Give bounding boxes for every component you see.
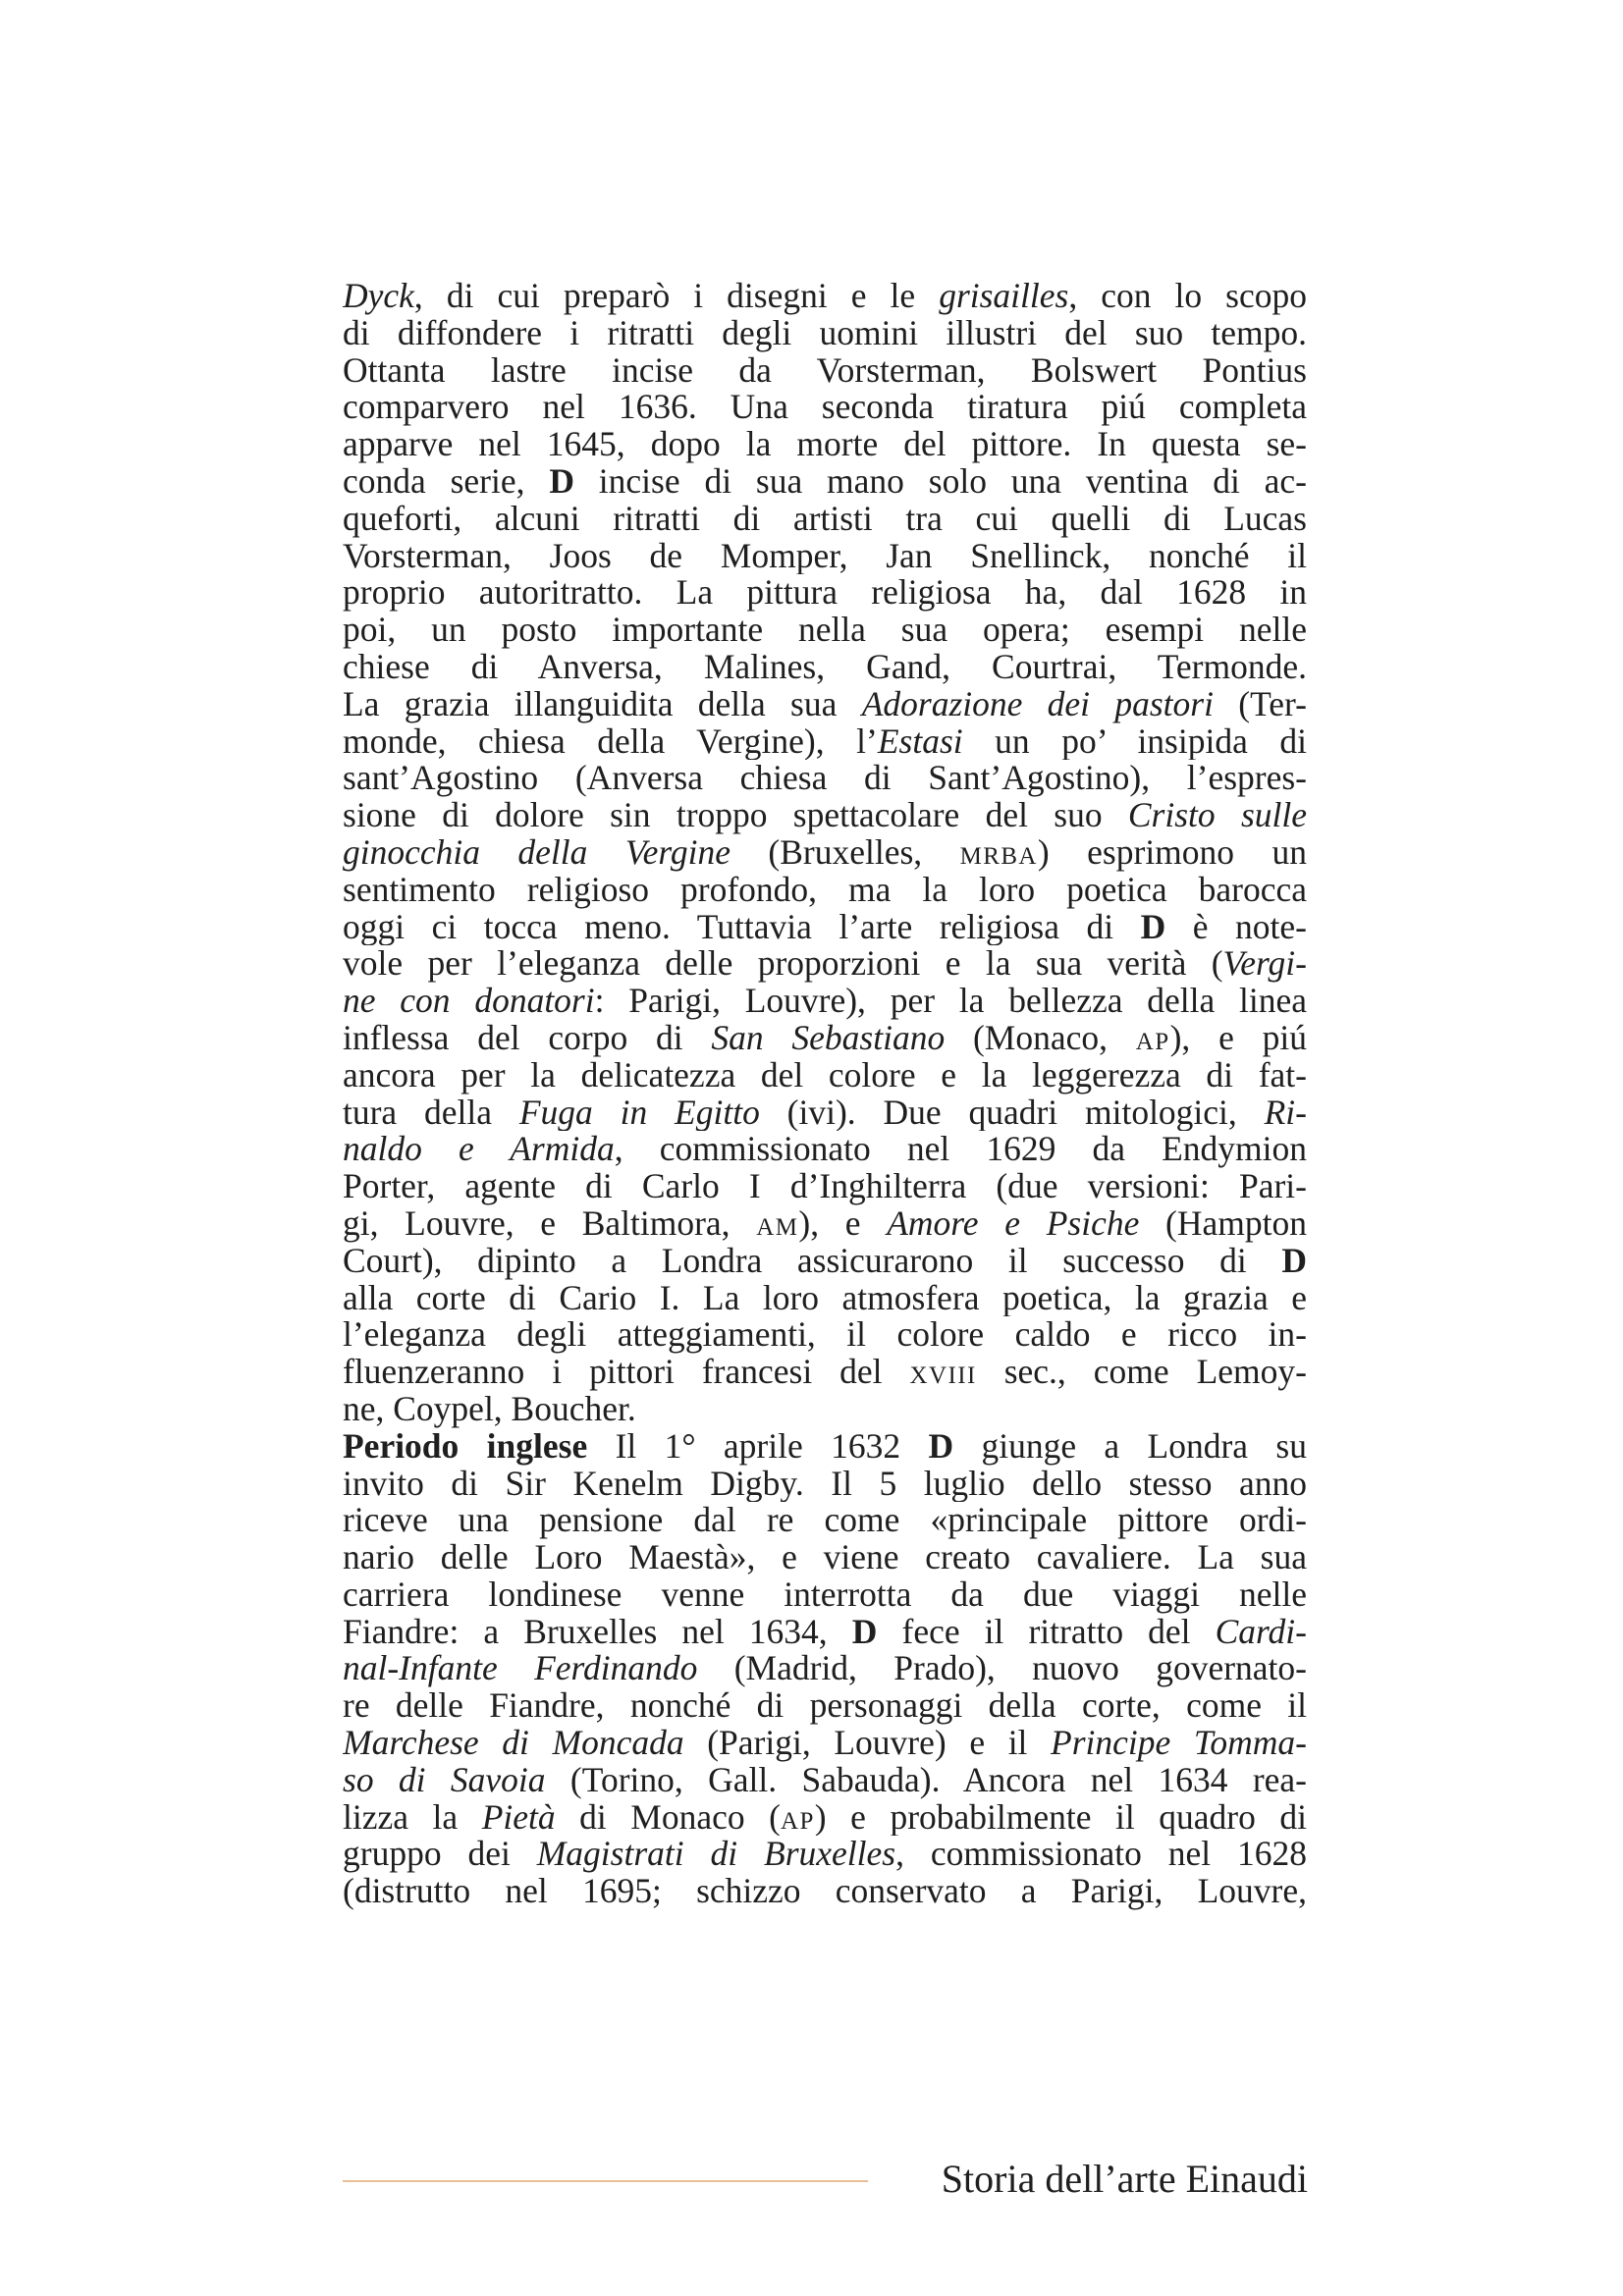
artwork-title: ginocchia della Vergine	[343, 833, 730, 872]
text-line: ancora per la delicatezza del colore e la leggerezza di fat-	[343, 1056, 1307, 1095]
artwork-title: Amore e Psiche	[887, 1204, 1140, 1243]
museum-abbrev: mrba	[959, 833, 1038, 872]
artwork-title: nal-Infante Ferdinando	[343, 1650, 698, 1688]
text-line: sant’Agostino (Anversa chiesa di Sant’Agostino), l’espres-	[343, 760, 1307, 798]
artwork-title: Pietà	[481, 1798, 556, 1837]
text-line: lizza la Pietà di Monaco (ap) e probabilmente il quadro di	[343, 1798, 1307, 1837]
text-line: sentimento religioso profondo, ma la loro poetica barocca	[343, 871, 1307, 909]
text-line: so di Savoia (Torino, Gall. Sabauda). Ancora nel 1634 rea-	[343, 1761, 1307, 1799]
text-line: monde, chiesa della Vergine), l’Estasi un po’ insipida di	[343, 722, 1307, 761]
article-body	[343, 278, 1307, 1910]
artwork-title: Fuga in Egitto	[518, 1094, 760, 1132]
section-heading: Periodo inglese	[343, 1427, 588, 1466]
museum-abbrev: ap	[1135, 1019, 1170, 1057]
text-line: naldo e Armida, commissionato nel 1629 da Endymion	[343, 1131, 1307, 1169]
text-line: (distrutto nel 1695; schizzo conservato a Parigi, Louvre,	[343, 1873, 1307, 1911]
text-line: sione di dolore sin troppo spettacolare del suo Cristo sulle	[343, 797, 1307, 834]
footer-rule	[343, 2180, 868, 2182]
text-line: alla corte di Cario I. La loro atmosfera poetica, la grazia e	[343, 1279, 1307, 1317]
artwork-title: San Sebastiano	[711, 1019, 946, 1057]
text-line: inflessa del corpo di San Sebastiano (Monaco, ap), e piú	[343, 1019, 1307, 1057]
text-line: ne con donatori: Parigi, Louvre), per la bellezza della linea	[343, 983, 1307, 1020]
text-line: Fiandre: a Bruxelles nel 1634, D fece il ritratto del Cardi-	[343, 1613, 1307, 1651]
footer-publication-title: Storia dell’arte Einaudi	[941, 2157, 1308, 2201]
text-line: invito di Sir Kenelm Digby. Il 5 luglio dello stesso anno	[343, 1465, 1307, 1503]
museum-abbrev: am	[756, 1204, 799, 1243]
text-span: , di cui preparò i disegni e le	[413, 278, 940, 315]
text-line	[343, 278, 1307, 315]
text-line: re delle Fiandre, nonché di personaggi della corte, come il	[343, 1687, 1307, 1726]
artwork-title: Vergi-	[1222, 945, 1307, 984]
text-line: di diffondere i ritratti degli uomini illustri del suo tempo.	[343, 314, 1307, 352]
museum-abbrev: ap	[780, 1798, 815, 1837]
text-line: Periodo inglese Il 1° aprile 1632 D giunge a Londra su	[343, 1427, 1307, 1466]
text-line: tura della Fuga in Egitto (ivi). Due quadri mitologici, Ri-	[343, 1094, 1307, 1132]
text-line: Porter, agente di Carlo I d’Inghilterra (due versioni: Pari-	[343, 1168, 1307, 1205]
artist-name-fragment: Dyck	[343, 278, 414, 315]
text-line: nal-Infante Ferdinando (Madrid, Prado), nuovo governato-	[343, 1650, 1307, 1688]
text-line: carriera londinese venne interrotta da due viaggi nelle	[343, 1575, 1307, 1614]
artwork-title: Principe Tomma-	[1051, 1725, 1307, 1762]
text-line: gi, Louvre, e Baltimora, am), e Amore e Psiche (Hampton	[343, 1204, 1307, 1243]
text-line: proprio autoritratto. La pittura religiosa ha, dal 1628 in	[343, 574, 1307, 613]
text-line: fluenzeranno i pittori francesi del xviii sec., come Lemoy-	[343, 1354, 1307, 1391]
artwork-title: ne con donatori	[343, 983, 595, 1020]
artwork-title: Magistrati di Bruxelles	[536, 1836, 896, 1874]
artwork-title: Ri-	[1264, 1094, 1307, 1132]
text-line: gruppo dei Magistrati di Bruxelles, commissionato nel 1628	[343, 1836, 1307, 1874]
text-line: ne, Coypel, Boucher.	[343, 1390, 636, 1428]
text-line: Vorsterman, Joos de Momper, Jan Snellinck, nonché il	[343, 537, 1307, 575]
text-line: chiese di Anversa, Malines, Gand, Courtrai, Termonde.	[343, 648, 1307, 686]
text-line: ginocchia della Vergine (Bruxelles, mrba) esprimono un	[343, 833, 1307, 872]
text-line: oggi ci tocca meno. Tuttavia l’arte religiosa di D è note-	[343, 908, 1307, 946]
text-line: riceve una pensione dal re come «principale pittore ordi-	[343, 1502, 1307, 1540]
text-line: poi, un posto importante nella sua opera; esempi nelle	[343, 612, 1307, 649]
artwork-title: Cardi-	[1215, 1613, 1307, 1651]
italic-term: grisailles	[939, 278, 1069, 315]
text-line: comparvero nel 1636. Una seconda tiratura piú completa	[343, 389, 1307, 427]
text-line: Court), dipinto a Londra assicurarono il successo di D	[343, 1242, 1307, 1280]
text-line: La grazia illanguidita della sua Adorazione dei pastori (Ter-	[343, 685, 1307, 723]
text-line: queforti, alcuni ritratti di artisti tra cui quelli di Lucas	[343, 500, 1307, 538]
text-span: , con lo scopo	[1068, 278, 1307, 315]
artwork-title: Adorazione dei pastori	[861, 685, 1214, 723]
text-line: Ottanta lastre incise da Vorsterman, Bolswert Pontius	[343, 351, 1307, 390]
artwork-title: naldo e Armida	[343, 1131, 615, 1169]
artwork-title: Estasi	[877, 722, 963, 761]
text-line: apparve nel 1645, dopo la morte del pittore. In questa se-	[343, 426, 1307, 463]
text-line: conda serie, D incise di sua mano solo una ventina di ac-	[343, 462, 1307, 501]
text-line: nario delle Loro Maestà», e viene creato cavaliere. La sua	[343, 1539, 1307, 1576]
century-numeral: xviii	[909, 1354, 977, 1391]
text-line: Marchese di Moncada (Parigi, Louvre) e il Principe Tomma-	[343, 1725, 1307, 1762]
artwork-title: so di Savoia	[343, 1761, 546, 1799]
text-line: vole per l’eleganza delle proporzioni e la sua verità (Vergi-	[343, 945, 1307, 984]
artwork-title: Marchese di Moncada	[343, 1725, 684, 1762]
artwork-title: Cristo sulle	[1127, 797, 1307, 834]
text-line: l’eleganza degli atteggiamenti, il colore caldo e ricco in-	[343, 1316, 1307, 1355]
